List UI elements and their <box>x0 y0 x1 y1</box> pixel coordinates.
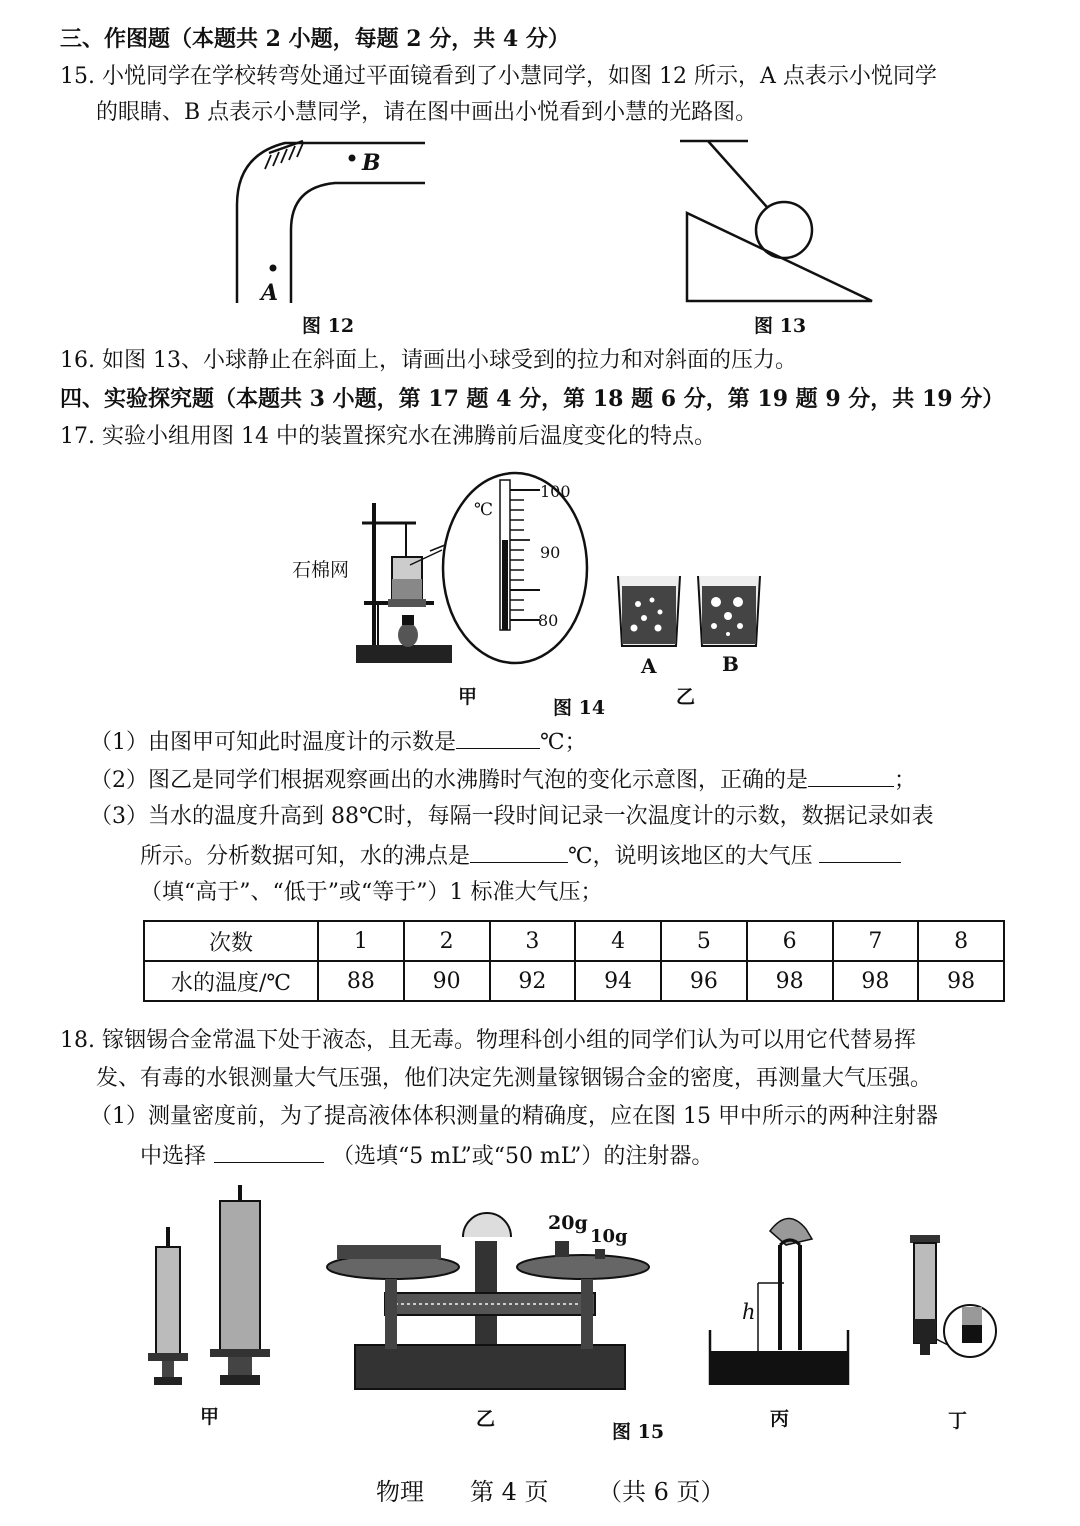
table-cell: 98 <box>918 961 1004 1001</box>
point-a-label: A <box>261 280 279 306</box>
table-cell: 90 <box>404 961 490 1001</box>
thermometer-unit: ℃ <box>474 500 494 520</box>
q18-syringe-blank[interactable] <box>214 1140 324 1163</box>
table-cell: 5 <box>661 921 747 961</box>
table-cell: 8 <box>918 921 1004 961</box>
q15-line-1: 15. 小悦同学在学校转弯处通过平面镜看到了小慧同学，如图 12 所示，A 点表示小悦同学 <box>60 64 937 89</box>
weight-20g-label: 20g <box>548 1212 588 1234</box>
footer-page-number: 第 4 页 <box>470 1478 549 1506</box>
q16-text: 16. 如图 13、小球静止在斜面上，请画出小球受到的拉力和对斜面的压力。 <box>60 348 797 373</box>
point-b-label: B <box>362 150 381 176</box>
table-cell: 98 <box>747 961 833 1001</box>
table-cell: 98 <box>833 961 919 1001</box>
beaker-b-label: B <box>722 652 739 676</box>
figure-13-diagram <box>680 135 880 310</box>
syringe-magnified-illustration <box>900 1235 1000 1405</box>
point-a-dot <box>270 265 277 272</box>
figure-15-ding-label: 丁 <box>948 1410 968 1432</box>
q17-part-3-line-1: （3）当水的温度升高到 88℃时，每隔一段时间记录一次温度计的示数，数据记录如表 <box>90 804 934 829</box>
beaker-a-label: A <box>641 654 657 678</box>
table-header-label: 次数 <box>144 921 318 961</box>
figure-15-bing-label: 丙 <box>770 1408 790 1430</box>
temperature-table <box>143 920 1005 1002</box>
table-cell: 92 <box>490 961 576 1001</box>
tick-80: 80 <box>538 611 559 630</box>
table-cell: 88 <box>318 961 404 1001</box>
figure-14-yi-label: 乙 <box>676 686 696 708</box>
table-cell: 3 <box>490 921 576 961</box>
asbestos-net-label: 石棉网 <box>292 559 350 581</box>
q17-part-2: （2）图乙是同学们根据观察画出的水沸腾时气泡的变化示意图，正确的是 ； <box>90 764 916 796</box>
table-row-temps <box>144 961 1004 1001</box>
figure-12-label: 图 12 <box>302 315 355 337</box>
tick-100: 100 <box>540 482 571 501</box>
table-cell: 94 <box>575 961 661 1001</box>
beaker-b <box>694 572 764 652</box>
figure-14-label: 图 14 <box>553 697 606 719</box>
weight-10g-label: 10g <box>590 1226 628 1247</box>
q17-part-3-line-3: （填“高于”、“低于”或“等于”）1 标准大气压； <box>140 880 603 905</box>
figure-15-yi-label: 乙 <box>476 1408 496 1430</box>
table-cell: 7 <box>833 921 919 961</box>
tube-height-illustration <box>702 1205 852 1395</box>
height-h-label: h <box>742 1300 756 1324</box>
figure-13-label: 图 13 <box>754 315 807 337</box>
figure-15-label: 图 15 <box>612 1421 665 1443</box>
q17-boiling-point-blank[interactable] <box>470 840 568 863</box>
q17-part-1: （1）由图甲可知此时温度计的示数是 ℃； <box>90 726 587 758</box>
table-cell: 96 <box>661 961 747 1001</box>
q17-part-1-blank[interactable] <box>456 726 540 749</box>
table-cell: 4 <box>575 921 661 961</box>
q18-line-1: 18. 镓铟锡合金常温下处于液态，且无毒。物理科创小组的同学们认为可以用它代替易挥 <box>60 1028 916 1053</box>
section-4-heading: 四、实验探究题（本题共 3 小题，第 17 题 4 分，第 18 题 6 分，第 19 题 9 分，共 19 分） <box>60 386 1005 412</box>
q18-line-2: 发、有毒的水银测量大气压强，他们决定先测量镓铟锡合金的密度，再测量大气压强。 <box>96 1066 933 1091</box>
table-cell: 1 <box>318 921 404 961</box>
q18-part-1-line-2: 中选择 （选填“5 mL”或“50 mL”）的注射器。 <box>140 1140 713 1172</box>
section-3-heading: 三、作图题（本题共 2 小题，每题 2 分，共 4 分） <box>60 26 570 52</box>
footer-subject: 物理 <box>376 1478 424 1506</box>
table-cell: 6 <box>747 921 833 961</box>
table-row-counts <box>144 921 1004 961</box>
tick-90: 90 <box>540 543 561 562</box>
q15-line-2: 的眼睛、B 点表示小慧同学，请在图中画出小悦看到小慧的光路图。 <box>96 100 758 125</box>
q18-part-1-line-1: （1）测量密度前，为了提高液体体积测量的精确度，应在图 15 甲中所示的两种注射器 <box>90 1104 938 1129</box>
table-row-label: 水的温度/℃ <box>144 961 318 1001</box>
syringes-illustration <box>140 1185 280 1395</box>
figure-14-jia-label: 甲 <box>458 686 478 708</box>
q17-pressure-blank[interactable] <box>819 840 901 863</box>
figure-15-jia-label: 甲 <box>200 1406 220 1428</box>
footer-total-pages: （共 6 页） <box>598 1478 725 1506</box>
q17-intro: 17. 实验小组用图 14 中的装置探究水在沸腾前后温度变化的特点。 <box>60 424 716 449</box>
figure-12-diagram <box>225 135 445 310</box>
q17-part-2-blank[interactable] <box>808 764 894 787</box>
q17-part-3-line-2: 所示。分析数据可知，水的沸点是 ℃，说明该地区的大气压 <box>140 840 901 872</box>
beaker-a <box>614 572 684 652</box>
table-cell: 2 <box>404 921 490 961</box>
point-b-dot <box>349 155 356 162</box>
